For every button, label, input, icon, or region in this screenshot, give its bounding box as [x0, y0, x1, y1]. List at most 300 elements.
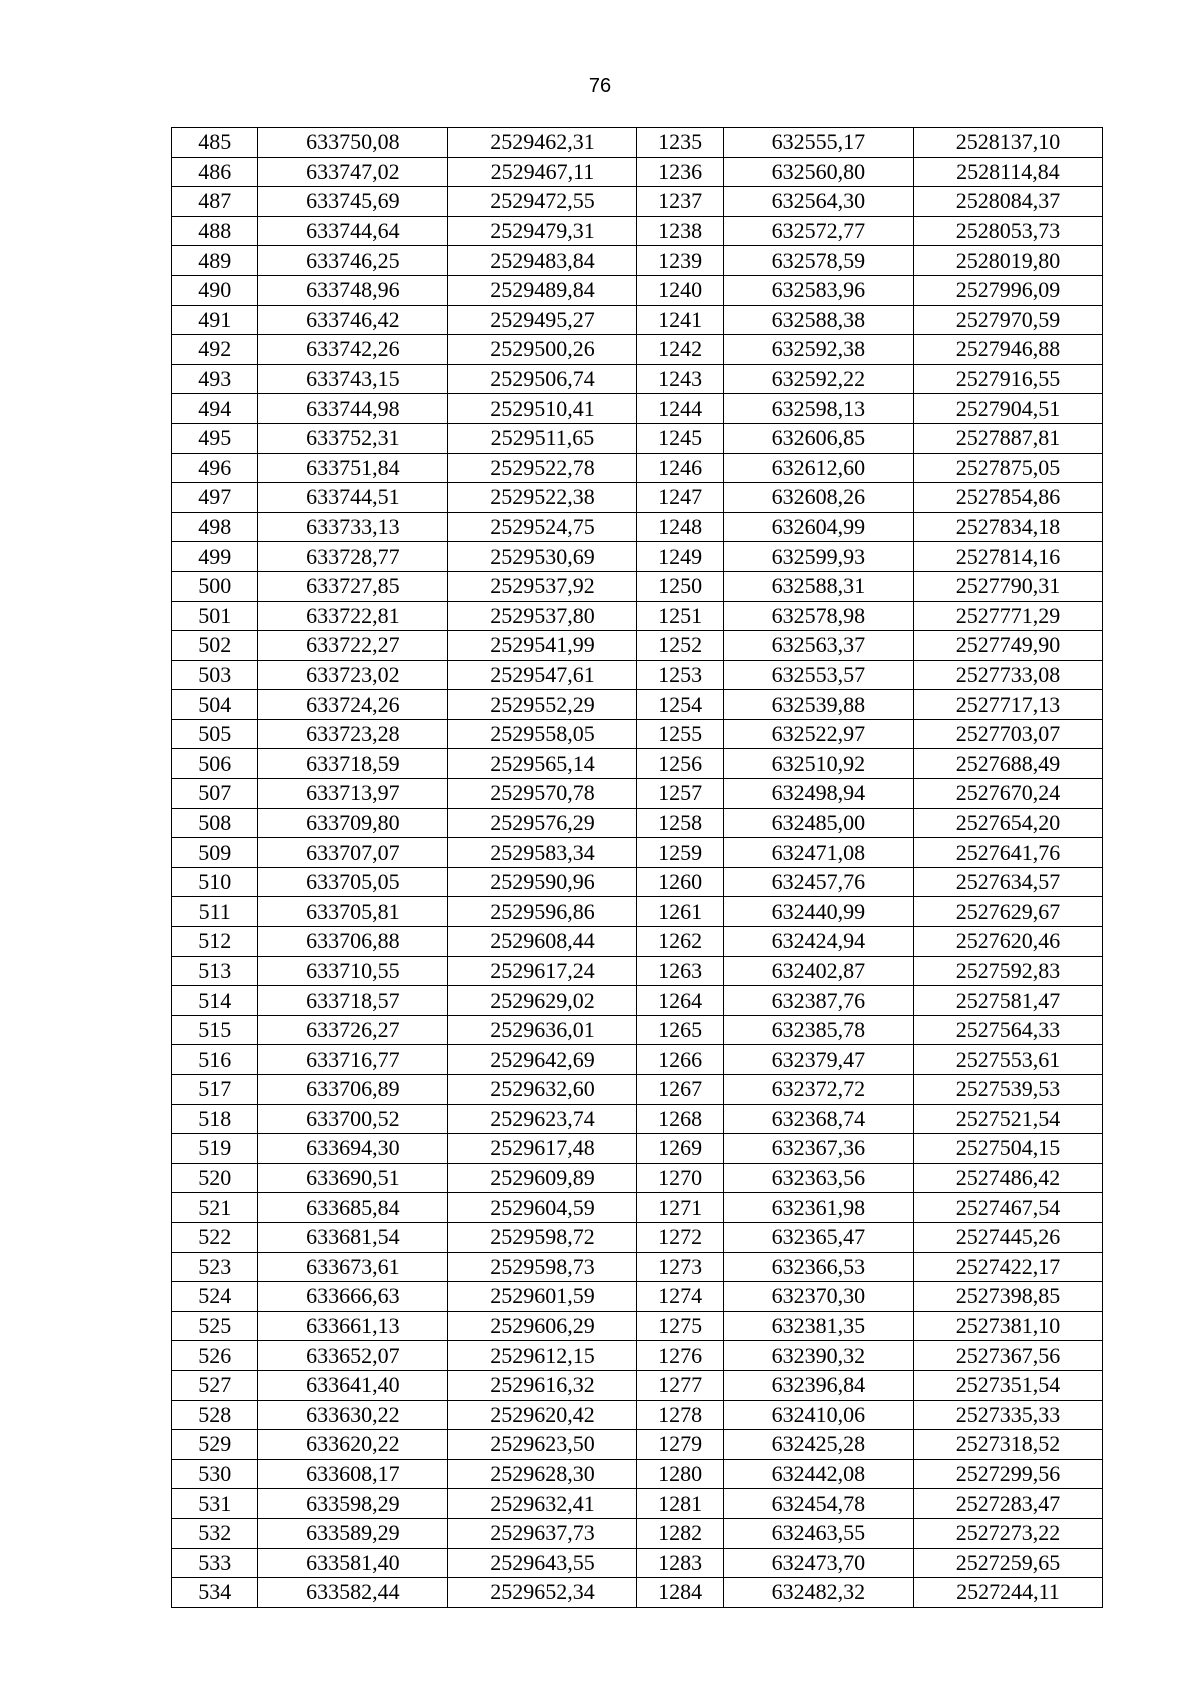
y-coordinate-left: 2529608,44 [448, 927, 637, 957]
x-coordinate-right: 632361,98 [723, 1193, 913, 1223]
x-coordinate-left: 633666,63 [258, 1282, 448, 1312]
x-coordinate-left: 633748,96 [258, 275, 448, 305]
point-number-left: 485 [172, 128, 258, 158]
point-number-left: 525 [172, 1311, 258, 1341]
y-coordinate-left: 2529609,89 [448, 1163, 637, 1193]
point-number-left: 494 [172, 394, 258, 424]
table-row [172, 1341, 1103, 1371]
point-number-left: 500 [172, 571, 258, 601]
x-coordinate-left: 633744,64 [258, 216, 448, 246]
point-number-left: 501 [172, 601, 258, 631]
table-row [172, 749, 1103, 779]
x-coordinate-right: 632539,88 [723, 690, 913, 720]
x-coordinate-left: 633752,31 [258, 423, 448, 453]
y-coordinate-left: 2529506,74 [448, 364, 637, 394]
y-coordinate-right: 2527771,29 [913, 601, 1102, 631]
x-coordinate-left: 633690,51 [258, 1163, 448, 1193]
point-number-right: 1273 [637, 1252, 723, 1282]
y-coordinate-left: 2529620,42 [448, 1400, 637, 1430]
point-number-left: 530 [172, 1459, 258, 1489]
x-coordinate-right: 632588,31 [723, 571, 913, 601]
y-coordinate-right: 2527654,20 [913, 808, 1102, 838]
point-number-left: 490 [172, 275, 258, 305]
x-coordinate-left: 633641,40 [258, 1370, 448, 1400]
y-coordinate-left: 2529601,59 [448, 1282, 637, 1312]
table-row [172, 1282, 1103, 1312]
x-coordinate-right: 632498,94 [723, 779, 913, 809]
point-number-right: 1238 [637, 216, 723, 246]
point-number-right: 1280 [637, 1459, 723, 1489]
x-coordinate-right: 632385,78 [723, 1015, 913, 1045]
x-coordinate-left: 633722,81 [258, 601, 448, 631]
coordinates-table-body [172, 128, 1103, 1608]
y-coordinate-right: 2527970,59 [913, 305, 1102, 335]
y-coordinate-right: 2527273,22 [913, 1518, 1102, 1548]
y-coordinate-left: 2529583,34 [448, 838, 637, 868]
point-number-right: 1240 [637, 275, 723, 305]
table-row [172, 1015, 1103, 1045]
point-number-left: 527 [172, 1370, 258, 1400]
x-coordinate-right: 632482,32 [723, 1578, 913, 1608]
x-coordinate-right: 632396,84 [723, 1370, 913, 1400]
x-coordinate-right: 632578,59 [723, 246, 913, 276]
x-coordinate-left: 633681,54 [258, 1222, 448, 1252]
point-number-left: 509 [172, 838, 258, 868]
y-coordinate-left: 2529632,60 [448, 1075, 637, 1105]
x-coordinate-right: 632390,32 [723, 1341, 913, 1371]
y-coordinate-right: 2527367,56 [913, 1341, 1102, 1371]
y-coordinate-right: 2527749,90 [913, 631, 1102, 661]
x-coordinate-left: 633718,59 [258, 749, 448, 779]
y-coordinate-right: 2528053,73 [913, 216, 1102, 246]
y-coordinate-right: 2527834,18 [913, 512, 1102, 542]
table-row [172, 690, 1103, 720]
point-number-left: 529 [172, 1430, 258, 1460]
x-coordinate-right: 632485,00 [723, 808, 913, 838]
y-coordinate-right: 2528114,84 [913, 157, 1102, 187]
y-coordinate-right: 2527703,07 [913, 719, 1102, 749]
point-number-right: 1255 [637, 719, 723, 749]
y-coordinate-right: 2527299,56 [913, 1459, 1102, 1489]
table-row [172, 1075, 1103, 1105]
point-number-left: 526 [172, 1341, 258, 1371]
x-coordinate-left: 633724,26 [258, 690, 448, 720]
point-number-right: 1272 [637, 1222, 723, 1252]
table-row [172, 423, 1103, 453]
point-number-right: 1259 [637, 838, 723, 868]
point-number-left: 495 [172, 423, 258, 453]
y-coordinate-left: 2529537,80 [448, 601, 637, 631]
y-coordinate-left: 2529576,29 [448, 808, 637, 838]
x-coordinate-left: 633746,25 [258, 246, 448, 276]
y-coordinate-right: 2527283,47 [913, 1489, 1102, 1519]
x-coordinate-right: 632463,55 [723, 1518, 913, 1548]
y-coordinate-right: 2527564,33 [913, 1015, 1102, 1045]
point-number-right: 1268 [637, 1104, 723, 1134]
point-number-right: 1278 [637, 1400, 723, 1430]
point-number-left: 513 [172, 956, 258, 986]
x-coordinate-left: 633733,13 [258, 512, 448, 542]
y-coordinate-left: 2529483,84 [448, 246, 637, 276]
table-row [172, 808, 1103, 838]
point-number-right: 1241 [637, 305, 723, 335]
x-coordinate-left: 633705,81 [258, 897, 448, 927]
x-coordinate-right: 632367,36 [723, 1134, 913, 1164]
x-coordinate-left: 633750,08 [258, 128, 448, 158]
y-coordinate-left: 2529479,31 [448, 216, 637, 246]
point-number-right: 1239 [637, 246, 723, 276]
point-number-right: 1263 [637, 956, 723, 986]
point-number-right: 1254 [637, 690, 723, 720]
y-coordinate-left: 2529629,02 [448, 986, 637, 1016]
x-coordinate-right: 632588,38 [723, 305, 913, 335]
table-row [172, 1045, 1103, 1075]
x-coordinate-right: 632387,76 [723, 986, 913, 1016]
table-row [172, 157, 1103, 187]
x-coordinate-left: 633745,69 [258, 187, 448, 217]
table-row [172, 246, 1103, 276]
x-coordinate-left: 633620,22 [258, 1430, 448, 1460]
x-coordinate-left: 633728,77 [258, 542, 448, 572]
y-coordinate-right: 2527581,47 [913, 986, 1102, 1016]
point-number-left: 508 [172, 808, 258, 838]
point-number-right: 1237 [637, 187, 723, 217]
point-number-right: 1247 [637, 483, 723, 513]
table-row [172, 1459, 1103, 1489]
x-coordinate-right: 632366,53 [723, 1252, 913, 1282]
point-number-right: 1248 [637, 512, 723, 542]
x-coordinate-left: 633710,55 [258, 956, 448, 986]
x-coordinate-right: 632370,30 [723, 1282, 913, 1312]
y-coordinate-right: 2527904,51 [913, 394, 1102, 424]
x-coordinate-left: 633747,02 [258, 157, 448, 187]
point-number-left: 511 [172, 897, 258, 927]
x-coordinate-right: 632510,92 [723, 749, 913, 779]
y-coordinate-right: 2527553,61 [913, 1045, 1102, 1075]
y-coordinate-left: 2529565,14 [448, 749, 637, 779]
y-coordinate-left: 2529632,41 [448, 1489, 637, 1519]
y-coordinate-left: 2529511,65 [448, 423, 637, 453]
y-coordinate-left: 2529495,27 [448, 305, 637, 335]
point-number-right: 1274 [637, 1282, 723, 1312]
y-coordinate-left: 2529596,86 [448, 897, 637, 927]
table-row [172, 779, 1103, 809]
table-row [172, 128, 1103, 158]
point-number-left: 506 [172, 749, 258, 779]
point-number-left: 499 [172, 542, 258, 572]
x-coordinate-right: 632564,30 [723, 187, 913, 217]
point-number-left: 507 [172, 779, 258, 809]
point-number-left: 496 [172, 453, 258, 483]
point-number-left: 504 [172, 690, 258, 720]
y-coordinate-left: 2529537,92 [448, 571, 637, 601]
x-coordinate-left: 633705,05 [258, 867, 448, 897]
point-number-left: 510 [172, 867, 258, 897]
x-coordinate-right: 632522,97 [723, 719, 913, 749]
x-coordinate-left: 633742,26 [258, 335, 448, 365]
y-coordinate-right: 2527422,17 [913, 1252, 1102, 1282]
y-coordinate-right: 2527620,46 [913, 927, 1102, 957]
x-coordinate-right: 632471,08 [723, 838, 913, 868]
x-coordinate-right: 632592,22 [723, 364, 913, 394]
point-number-right: 1260 [637, 867, 723, 897]
y-coordinate-left: 2529590,96 [448, 867, 637, 897]
point-number-left: 486 [172, 157, 258, 187]
table-row [172, 956, 1103, 986]
point-number-left: 522 [172, 1222, 258, 1252]
y-coordinate-right: 2527244,11 [913, 1578, 1102, 1608]
point-number-left: 514 [172, 986, 258, 1016]
y-coordinate-right: 2527521,54 [913, 1104, 1102, 1134]
x-coordinate-left: 633718,57 [258, 986, 448, 1016]
y-coordinate-right: 2527717,13 [913, 690, 1102, 720]
y-coordinate-left: 2529616,32 [448, 1370, 637, 1400]
y-coordinate-right: 2527259,65 [913, 1548, 1102, 1578]
point-number-left: 488 [172, 216, 258, 246]
x-coordinate-left: 633727,85 [258, 571, 448, 601]
point-number-right: 1266 [637, 1045, 723, 1075]
point-number-right: 1279 [637, 1430, 723, 1460]
table-row [172, 305, 1103, 335]
point-number-left: 520 [172, 1163, 258, 1193]
y-coordinate-right: 2528084,37 [913, 187, 1102, 217]
y-coordinate-right: 2527634,57 [913, 867, 1102, 897]
point-number-left: 532 [172, 1518, 258, 1548]
x-coordinate-right: 632598,13 [723, 394, 913, 424]
y-coordinate-right: 2528019,80 [913, 246, 1102, 276]
y-coordinate-left: 2529489,84 [448, 275, 637, 305]
x-coordinate-left: 633589,29 [258, 1518, 448, 1548]
y-coordinate-right: 2527629,67 [913, 897, 1102, 927]
table-row [172, 660, 1103, 690]
x-coordinate-right: 632553,57 [723, 660, 913, 690]
y-coordinate-left: 2529552,29 [448, 690, 637, 720]
x-coordinate-right: 632563,37 [723, 631, 913, 661]
y-coordinate-left: 2529524,75 [448, 512, 637, 542]
point-number-right: 1264 [637, 986, 723, 1016]
x-coordinate-right: 632365,47 [723, 1222, 913, 1252]
y-coordinate-left: 2529570,78 [448, 779, 637, 809]
y-coordinate-left: 2529617,48 [448, 1134, 637, 1164]
x-coordinate-left: 633661,13 [258, 1311, 448, 1341]
x-coordinate-left: 633700,52 [258, 1104, 448, 1134]
y-coordinate-right: 2527814,16 [913, 542, 1102, 572]
point-number-left: 503 [172, 660, 258, 690]
y-coordinate-left: 2529623,50 [448, 1430, 637, 1460]
point-number-right: 1284 [637, 1578, 723, 1608]
x-coordinate-left: 633673,61 [258, 1252, 448, 1282]
point-number-right: 1257 [637, 779, 723, 809]
y-coordinate-right: 2527592,83 [913, 956, 1102, 986]
y-coordinate-right: 2527445,26 [913, 1222, 1102, 1252]
y-coordinate-left: 2529636,01 [448, 1015, 637, 1045]
point-number-left: 523 [172, 1252, 258, 1282]
table-row [172, 512, 1103, 542]
y-coordinate-right: 2527887,81 [913, 423, 1102, 453]
x-coordinate-left: 633709,80 [258, 808, 448, 838]
table-row [172, 1548, 1103, 1578]
point-number-right: 1277 [637, 1370, 723, 1400]
table-row [172, 867, 1103, 897]
y-coordinate-left: 2529612,15 [448, 1341, 637, 1371]
point-number-right: 1265 [637, 1015, 723, 1045]
x-coordinate-right: 632372,72 [723, 1075, 913, 1105]
y-coordinate-left: 2529547,61 [448, 660, 637, 690]
point-number-right: 1249 [637, 542, 723, 572]
y-coordinate-left: 2529637,73 [448, 1518, 637, 1548]
x-coordinate-left: 633713,97 [258, 779, 448, 809]
table-row [172, 1193, 1103, 1223]
x-coordinate-right: 632425,28 [723, 1430, 913, 1460]
y-coordinate-right: 2527504,15 [913, 1134, 1102, 1164]
x-coordinate-left: 633608,17 [258, 1459, 448, 1489]
x-coordinate-left: 633743,15 [258, 364, 448, 394]
y-coordinate-right: 2527318,52 [913, 1430, 1102, 1460]
y-coordinate-right: 2527688,49 [913, 749, 1102, 779]
y-coordinate-left: 2529558,05 [448, 719, 637, 749]
x-coordinate-left: 633652,07 [258, 1341, 448, 1371]
y-coordinate-right: 2527467,54 [913, 1193, 1102, 1223]
x-coordinate-left: 633716,77 [258, 1045, 448, 1075]
point-number-left: 505 [172, 719, 258, 749]
x-coordinate-right: 632424,94 [723, 927, 913, 957]
point-number-right: 1242 [637, 335, 723, 365]
x-coordinate-left: 633723,28 [258, 719, 448, 749]
point-number-right: 1235 [637, 128, 723, 158]
y-coordinate-right: 2527351,54 [913, 1370, 1102, 1400]
point-number-right: 1283 [637, 1548, 723, 1578]
y-coordinate-right: 2527875,05 [913, 453, 1102, 483]
x-coordinate-right: 632612,60 [723, 453, 913, 483]
table-row [172, 719, 1103, 749]
point-number-left: 533 [172, 1548, 258, 1578]
y-coordinate-right: 2527790,31 [913, 571, 1102, 601]
x-coordinate-left: 633598,29 [258, 1489, 448, 1519]
table-row [172, 1163, 1103, 1193]
y-coordinate-left: 2529652,34 [448, 1578, 637, 1608]
x-coordinate-right: 632578,98 [723, 601, 913, 631]
x-coordinate-left: 633751,84 [258, 453, 448, 483]
table-row [172, 601, 1103, 631]
point-number-right: 1267 [637, 1075, 723, 1105]
point-number-right: 1269 [637, 1134, 723, 1164]
x-coordinate-right: 632604,99 [723, 512, 913, 542]
point-number-left: 497 [172, 483, 258, 513]
y-coordinate-right: 2527916,55 [913, 364, 1102, 394]
y-coordinate-left: 2529541,99 [448, 631, 637, 661]
point-number-right: 1262 [637, 927, 723, 957]
x-coordinate-right: 632381,35 [723, 1311, 913, 1341]
point-number-left: 502 [172, 631, 258, 661]
point-number-left: 515 [172, 1015, 258, 1045]
table-row [172, 275, 1103, 305]
x-coordinate-right: 632440,99 [723, 897, 913, 927]
x-coordinate-left: 633723,02 [258, 660, 448, 690]
point-number-left: 524 [172, 1282, 258, 1312]
y-coordinate-left: 2529604,59 [448, 1193, 637, 1223]
x-coordinate-left: 633694,30 [258, 1134, 448, 1164]
y-coordinate-left: 2529510,41 [448, 394, 637, 424]
x-coordinate-right: 632402,87 [723, 956, 913, 986]
point-number-right: 1275 [637, 1311, 723, 1341]
table-row [172, 483, 1103, 513]
point-number-left: 534 [172, 1578, 258, 1608]
x-coordinate-right: 632457,76 [723, 867, 913, 897]
x-coordinate-right: 632442,08 [723, 1459, 913, 1489]
y-coordinate-left: 2529522,38 [448, 483, 637, 513]
table-row [172, 364, 1103, 394]
x-coordinate-left: 633744,51 [258, 483, 448, 513]
table-row [172, 838, 1103, 868]
table-row [172, 1578, 1103, 1608]
point-number-left: 528 [172, 1400, 258, 1430]
point-number-left: 531 [172, 1489, 258, 1519]
point-number-left: 492 [172, 335, 258, 365]
x-coordinate-right: 632473,70 [723, 1548, 913, 1578]
point-number-right: 1246 [637, 453, 723, 483]
y-coordinate-left: 2529617,24 [448, 956, 637, 986]
y-coordinate-left: 2529623,74 [448, 1104, 637, 1134]
y-coordinate-left: 2529598,72 [448, 1222, 637, 1252]
x-coordinate-left: 633582,44 [258, 1578, 448, 1608]
x-coordinate-right: 632599,93 [723, 542, 913, 572]
y-coordinate-left: 2529642,69 [448, 1045, 637, 1075]
x-coordinate-right: 632368,74 [723, 1104, 913, 1134]
table-row [172, 1104, 1103, 1134]
point-number-right: 1271 [637, 1193, 723, 1223]
y-coordinate-right: 2527381,10 [913, 1311, 1102, 1341]
point-number-right: 1245 [637, 423, 723, 453]
point-number-right: 1250 [637, 571, 723, 601]
x-coordinate-right: 632454,78 [723, 1489, 913, 1519]
point-number-right: 1270 [637, 1163, 723, 1193]
table-row [172, 1400, 1103, 1430]
y-coordinate-left: 2529472,55 [448, 187, 637, 217]
x-coordinate-right: 632363,56 [723, 1163, 913, 1193]
y-coordinate-left: 2529628,30 [448, 1459, 637, 1489]
x-coordinate-right: 632560,80 [723, 157, 913, 187]
y-coordinate-right: 2527996,09 [913, 275, 1102, 305]
x-coordinate-left: 633706,88 [258, 927, 448, 957]
table-row [172, 1134, 1103, 1164]
point-number-right: 1282 [637, 1518, 723, 1548]
y-coordinate-left: 2529462,31 [448, 128, 637, 158]
point-number-right: 1276 [637, 1341, 723, 1371]
y-coordinate-right: 2527670,24 [913, 779, 1102, 809]
y-coordinate-right: 2528137,10 [913, 128, 1102, 158]
table-row [172, 542, 1103, 572]
coordinates-table [171, 127, 1103, 1608]
y-coordinate-left: 2529467,11 [448, 157, 637, 187]
x-coordinate-left: 633630,22 [258, 1400, 448, 1430]
x-coordinate-left: 633581,40 [258, 1548, 448, 1578]
point-number-right: 1258 [637, 808, 723, 838]
x-coordinate-right: 632555,17 [723, 128, 913, 158]
table-row [172, 1518, 1103, 1548]
point-number-left: 493 [172, 364, 258, 394]
table-row [172, 453, 1103, 483]
point-number-right: 1252 [637, 631, 723, 661]
point-number-right: 1243 [637, 364, 723, 394]
x-coordinate-left: 633706,89 [258, 1075, 448, 1105]
table-row [172, 571, 1103, 601]
table-row [172, 335, 1103, 365]
table-row [172, 187, 1103, 217]
point-number-right: 1253 [637, 660, 723, 690]
y-coordinate-left: 2529530,69 [448, 542, 637, 572]
x-coordinate-right: 632608,26 [723, 483, 913, 513]
table-row [172, 986, 1103, 1016]
